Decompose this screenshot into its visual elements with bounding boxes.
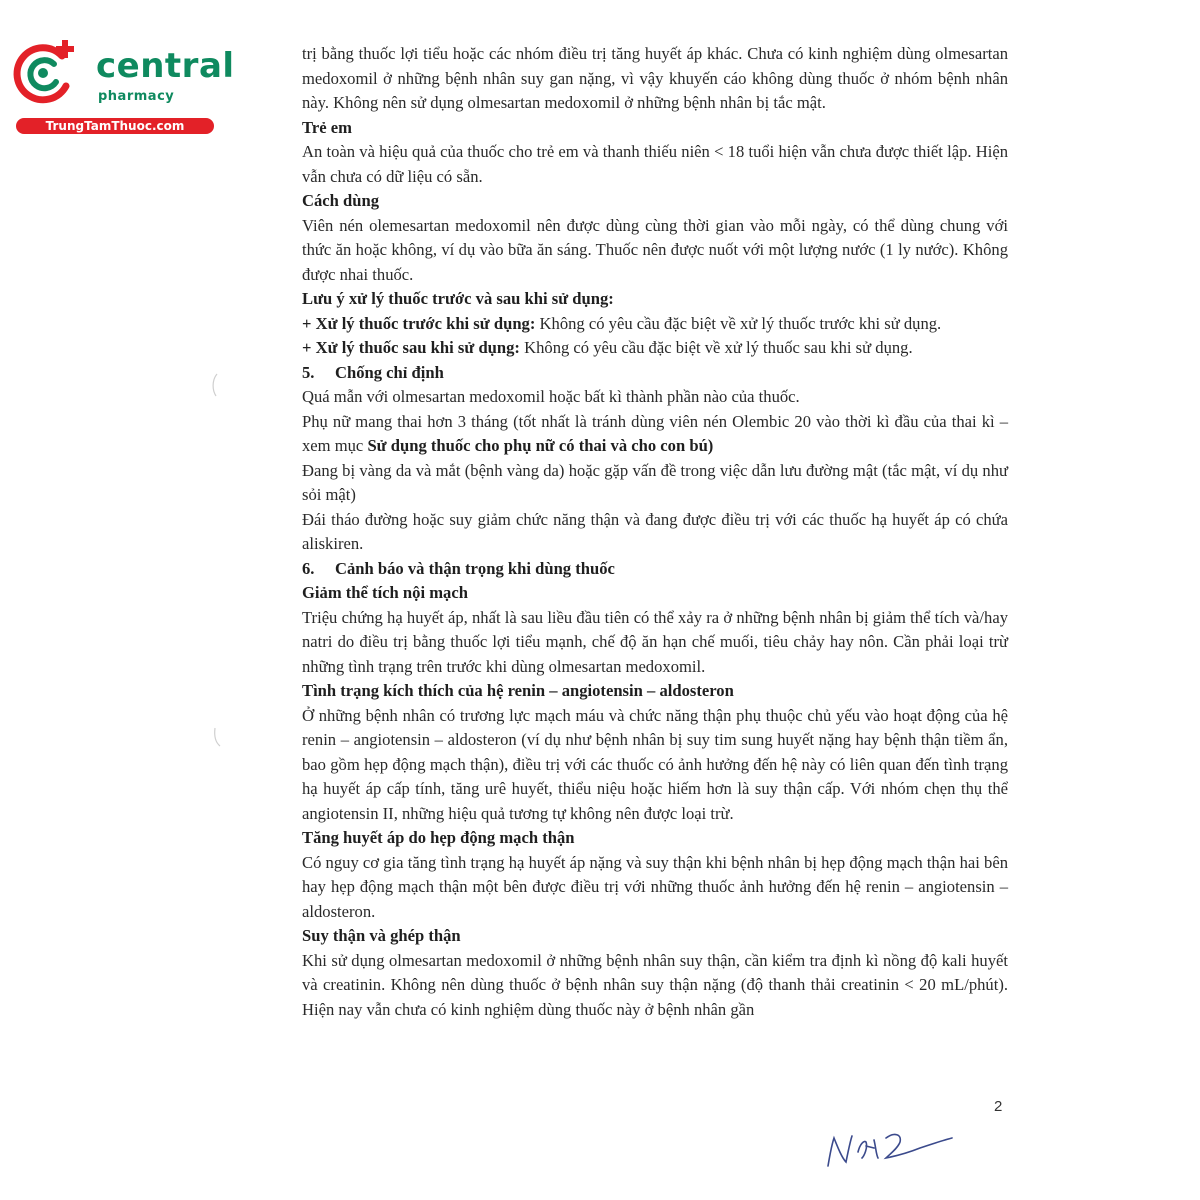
- handwritten-signature: [820, 1118, 960, 1178]
- heading-cach-dung: Cách dùng: [302, 191, 380, 210]
- paragraph: Đang bị vàng da và mắt (bệnh vàng da) hoặc gặp vấn đề trong việc dẫn lưu đường mật (tắc mật, ví dụ như sỏi mật): [302, 460, 1008, 504]
- note-text: Không có yêu cầu đặc biệt về xử lý thuốc sau khi sử dụng.: [519, 338, 913, 357]
- heading-giam-the-tich: Giảm thể tích nội mạch: [302, 583, 468, 602]
- cross-reference: Sử dụng thuốc cho phụ nữ có thai và cho con bú): [367, 436, 714, 455]
- pharmacy-cross-icon: [10, 38, 80, 108]
- section-6-heading: [302, 557, 1008, 582]
- note-label: + Xử lý thuốc trước khi sử dụng:: [302, 313, 536, 333]
- heading-luu-y: Lưu ý xử lý thuốc trước và sau khi sử dụng:: [302, 289, 614, 308]
- central-pharmacy-logo: [10, 38, 235, 138]
- heading-suy-than: Suy thận và ghép thận: [302, 926, 461, 945]
- margin-mark: [210, 726, 222, 750]
- paragraph: Đái tháo đường hoặc suy giảm chức năng thận và đang được điều trị với các thuốc hạ huyết áp có chứa aliskiren.: [302, 509, 1008, 553]
- paragraph: An toàn và hiệu quả của thuốc cho trẻ em và thanh thiếu niên < 18 tuổi hiện vẫn chưa được thiết lập. Hiện vẫn chưa có dữ liệu có sẵn.: [302, 142, 1008, 186]
- note-label: + Xử lý thuốc sau khi sử dụng:: [302, 338, 520, 357]
- logo-name: central: [96, 46, 235, 86]
- section-number: 5.: [302, 362, 315, 382]
- section-5-heading: [302, 361, 1008, 386]
- paragraph-text: Phụ nữ mang thai hơn 3 tháng (tốt nhất là tránh dùng viên nén Olembic 20 vào thời kì đầu của thai kì – xem mục: [302, 411, 1008, 455]
- paragraph: Ở những bệnh nhân có trương lực mạch máu và chức năng thận phụ thuộc chủ yếu vào hoạt động của hệ renin – angiotensin – aldosteron (ví dụ như bệnh nhân bị suy tim sung huyết nặng hay bệnh thận tiềm ẩn, bao gồm hẹp động mạch thận), điều trị với các thuốc có ảnh hưởng đến hệ này có liên quan đến tình trạng hạ huyết áp cấp tính, tăng urê huyết, thiểu niệu hoặc hiếm hơn là suy thận cấp. Với nhóm chẹn thụ thể angiotensin II, những hiệu quả tương tự không nên được loại trừ.: [302, 705, 1008, 823]
- paragraph: Viên nén olemesartan medoxomil nên được dùng cùng thời gian vào mỗi ngày, có thể dùng chung với thức ăn hoặc không, ví dụ vào bữa ăn sáng. Thuốc nên được nuốt với một lượng nước (1 ly nước). Không được nhai thuốc.: [302, 215, 1008, 284]
- heading-tang-huyet-ap: Tăng huyết áp do hẹp động mạch thận: [302, 828, 575, 847]
- note-after-use: [302, 336, 1008, 361]
- margin-mark: [208, 372, 220, 398]
- section-number: 6.: [302, 558, 315, 578]
- section-title: Chống chỉ định: [335, 362, 444, 382]
- heading-renin: Tình trạng kích thích của hệ renin – angiotensin – aldosteron: [302, 681, 734, 700]
- paragraph: Khi sử dụng olmesartan medoxomil ở những bệnh nhân suy thận, cần kiểm tra định kì nồng độ kali huyết và creatinin. Không nên dùng thuốc ở bệnh nhân suy thận nặng (độ thanh thải creatinin < 20 mL/phút). Hiện nay vẫn chưa có kinh nghiệm dùng thuốc này ở bệnh nhân gần: [302, 950, 1008, 1019]
- paragraph: Quá mẫn với olmesartan medoxomil hoặc bất kì thành phần nào của thuốc.: [302, 387, 800, 406]
- logo-website-banner: TrungTamThuoc.com: [16, 118, 214, 134]
- page-number: 2: [994, 1098, 1003, 1115]
- paragraph: Triệu chứng hạ huyết áp, nhất là sau liều đầu tiên có thể xảy ra ở những bệnh nhân bị giảm thể tích và/hay natri do điều trị bằng thuốc lợi tiểu mạnh, chế độ ăn hạn chế muối, tiêu chảy hay nôn. Cần phải loại trừ những tình trạng trên trước khi dùng olmesartan medoxomil.: [302, 607, 1008, 676]
- paragraph: trị bằng thuốc lợi tiểu hoặc các nhóm điều trị tăng huyết áp khác. Chưa có kinh nghiệm dùng olmesartan medoxomil ở những bệnh nhân suy gan nặng, vì vậy khuyến cáo không dùng thuốc ở nhóm bệnh nhân này. Không nên sử dụng olmesartan medoxomil ở những bệnh nhân bị tắc mật.: [302, 44, 1008, 112]
- heading-tre-em: Trẻ em: [302, 117, 352, 137]
- paragraph: Có nguy cơ gia tăng tình trạng hạ huyết áp nặng và suy thận khi bệnh nhân bị hẹp động mạch thận hai bên hay hẹp động mạch thận một bên được điều trị với những thuốc ảnh hưởng đến hệ renin – angiotensin – aldosteron.: [302, 852, 1008, 921]
- document-body: [302, 42, 1008, 1022]
- paragraph: [302, 410, 1008, 459]
- note-text: Không có yêu cầu đặc biệt về xử lý thuốc trước khi sử dụng.: [535, 313, 942, 333]
- section-title: Cảnh báo và thận trọng khi dùng thuốc: [335, 558, 615, 578]
- note-before-use: [302, 312, 1008, 337]
- logo-subtitle: pharmacy: [98, 89, 175, 104]
